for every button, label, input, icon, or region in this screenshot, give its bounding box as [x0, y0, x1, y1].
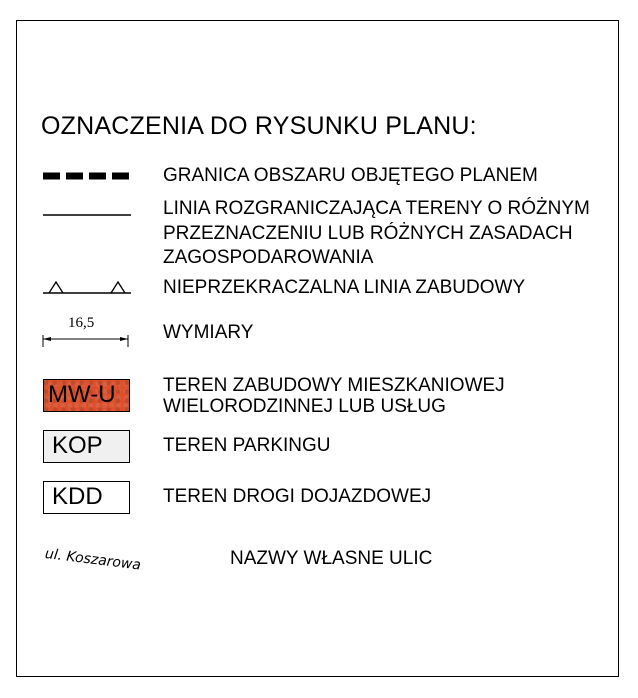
- street-name-label: NAZWY WŁASNE ULIC: [230, 548, 433, 569]
- mw-u-zone-label-1: TEREN ZABUDOWY MIESZKANIOWEJ: [163, 375, 505, 396]
- demarcation-line-symbol: [42, 210, 134, 220]
- dimension-label: WYMIARY: [163, 322, 254, 343]
- kdd-zone-label: TEREN DROGI DOJAZDOWEJ: [163, 486, 432, 507]
- building-line-symbol: [42, 278, 134, 296]
- kop-zone-box: KOP: [43, 430, 130, 463]
- mw-u-zone-box: MW-U: [43, 379, 130, 412]
- mw-u-zone-label-2: WIELORODZINNEJ LUB USŁUG: [163, 396, 446, 417]
- street-name-sample: ul. Koszarowa: [44, 546, 142, 574]
- demarcation-line-label-1: LINIA ROZGRANICZAJĄCA TERENY O RÓŻNYM: [163, 198, 590, 219]
- legend-title: OZNACZENIA DO RYSUNKU PLANU:: [41, 112, 477, 140]
- plan-boundary-label: GRANICA OBSZARU OBJĘTEGO PLANEM: [163, 165, 538, 186]
- kdd-zone-box: KDD: [43, 481, 130, 514]
- demarcation-line-label-3: ZAGOSPODAROWANIA: [163, 247, 374, 268]
- building-line-label: NIEPRZEKRACZALNA LINIA ZABUDOWY: [163, 277, 526, 298]
- demarcation-line-label-2: PRZEZNACZENIU LUB RÓŻNYCH ZASADACH: [163, 223, 573, 244]
- kop-zone-label: TEREN PARKINGU: [163, 435, 331, 456]
- dimension-line-symbol: [40, 333, 134, 349]
- dimension-value: 16,5: [68, 315, 95, 331]
- plan-boundary-symbol: [42, 170, 134, 182]
